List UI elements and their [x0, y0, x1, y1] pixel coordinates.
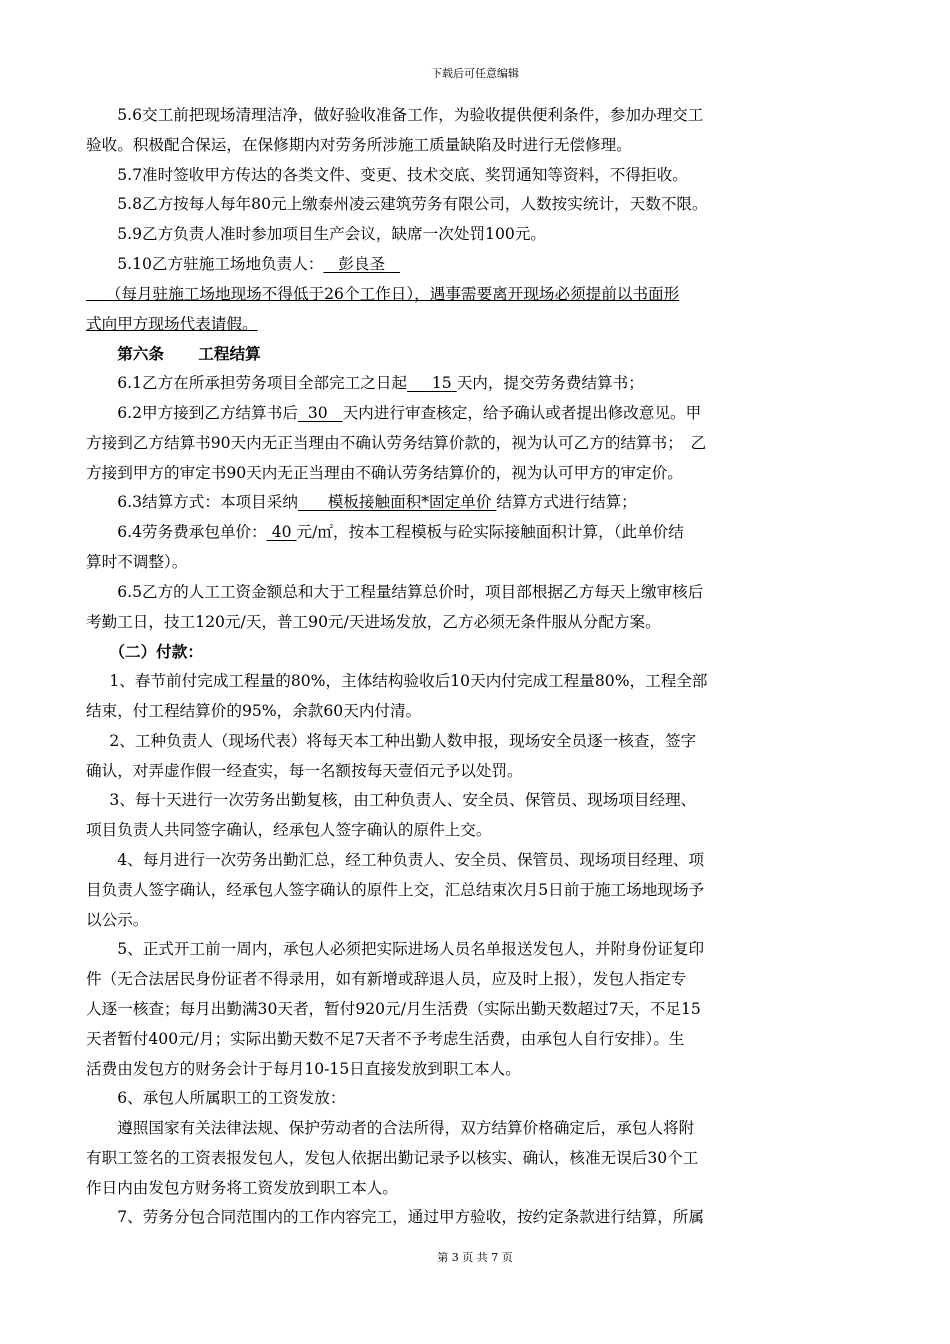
payment-7-line-1: 7、劳务分包合同范围内的工作内容完工，通过甲方验收，按约定条款进行结算，所属	[117, 1208, 705, 1227]
clause-5-10-note-text-1: （每月驻施工场地现场不得低于26个工作日），遇事需要离开现场必须提前以书面形	[105, 284, 680, 303]
clause-6-1-text-b: 天内，提交劳务费结算书；	[456, 374, 644, 393]
submission-days: 15	[431, 374, 452, 393]
clause-5-8: 5.8乙方按每人每年80元上缴泰州凌云建筑劳务有限公司，人数按实统计，天数不限。	[117, 195, 708, 214]
clause-5-10	[86, 250, 864, 280]
clause-6-2-line-1	[86, 399, 864, 429]
page-footer: 第 3 页 共 7 页	[437, 1251, 513, 1264]
payment-heading: （二）付款：	[109, 642, 203, 662]
clause-6-5-line-2: 考勤工日，技工120元/天，普工90元/天进场发放，乙方必须无条件服从分配方案。	[86, 612, 661, 631]
unit-price-blank	[267, 518, 297, 548]
payment-5-line-2: 件（无合法居民身份证者不得录用，如有新增或辞退人员，应及时上报），发包人指定专	[86, 970, 687, 989]
unit-price: 40	[271, 523, 292, 542]
clause-5-10-note-text-2: 式向甲方现场代表请假。	[86, 314, 258, 333]
payment-4-line-3: 以公示。	[86, 910, 149, 929]
clause-6-3	[86, 488, 864, 518]
payment-5-line-1: 5、正式开工前一周内，承包人必须把实际进场人员名单报送发包人，并附身份证复印	[117, 940, 705, 959]
review-days-blank	[298, 399, 343, 429]
clause-6-4-text-b: 元/㎡，按本工程模板与砼实际接触面积计算，（此单价结	[296, 523, 684, 542]
clause-5-7: 5.7准时签收甲方传达的各类文件、变更、技术交底、奖罚通知等资料，不得拒收。	[117, 165, 688, 184]
clause-6-1-text-a: 6.1乙方在所承担劳务项目全部完工之日起	[117, 374, 408, 393]
clause-5-6-line-2: 验收。积极配合保运，在保修期内对劳务所涉施工质量缺陷及时进行无偿修理。	[86, 135, 632, 154]
clause-6-2-line-3: 方接到甲方的审定书90天内无正当理由不确认劳务结算价的，视为认可甲方的审定价。	[86, 463, 683, 482]
clause-6-3-text-a: 6.3结算方式：本项目采纳	[117, 493, 298, 512]
site-manager-name	[323, 250, 400, 280]
section-6-number: 第六条	[117, 344, 164, 364]
payment-2-line-2: 确认，对弄虚作假一经查实，每一名额按每天壹佰元予以处罚。	[86, 761, 523, 780]
clause-6-2-line-2: 方接到乙方结算书90天内无正当理由不确认劳务结算价款的，视为认可乙方的结算书； 乙	[86, 433, 707, 452]
payment-1-line-2: 结束，付工程结算价的95%，余款60天内付清。	[86, 701, 422, 720]
payment-5-line-3: 人逐一核查；每月出勤满30天者，暂付920元/月生活费（实际出勤天数超过7天，不足15	[86, 999, 701, 1018]
clause-6-1	[86, 369, 864, 399]
payment-5-line-4: 天者暂付400元/月；实际出勤天数不足7天者不予考虑生活费，由承包人自行安排）。生	[86, 1029, 685, 1048]
clause-6-4-line-2: 算时不调整）。	[86, 552, 188, 571]
payment-3-line-2: 项目负责人共同签字确认，经承包人签字确认的原件上交。	[86, 821, 492, 840]
payment-6-line-3: 有职工签名的工资表报发包人，发包人依据出勤记录予以核实、确认，核准无误后30个工	[86, 1148, 699, 1167]
document-body	[86, 101, 864, 1233]
payment-1-line-1: 1、春节前付完成工程量的80%，主体结构验收后10天内付完成工程量80%，工程全部	[109, 672, 708, 691]
section-6-heading	[86, 339, 864, 369]
clause-6-3-text-b: 结算方式进行结算；	[496, 493, 637, 512]
clause-6-4-line-1	[86, 518, 864, 548]
page-header: 下载后可任意编辑	[431, 67, 519, 80]
clause-6-4-text-a: 6.4劳务费承包单价：	[117, 523, 267, 542]
payment-4-line-2: 目负责人签字确认，经承包人签字确认的原件上交，汇总结束次月5日前于施工场地现场予	[86, 880, 705, 899]
submission-days-blank	[407, 369, 457, 399]
clause-6-5-line-1: 6.5乙方的人工工资金额总和大于工程量结算总价时，项目部根据乙方每天上缴审核后	[117, 582, 704, 601]
review-days: 30	[307, 403, 328, 422]
clause-5-9: 5.9乙方负责人准时参加项目生产会议，缺席一次处罚100元。	[117, 225, 547, 244]
payment-6-line-1: 6、承包人所属职工的工资发放：	[117, 1089, 346, 1108]
site-manager-name-text: 彭良圣	[338, 254, 386, 273]
payment-3-line-1: 3、每十天进行一次劳务出勤复核，由工种负责人、安全员、保管员、现场项目经理、	[109, 791, 697, 810]
payment-6-line-4: 作日内由发包方财务将工资发放到职工本人。	[86, 1178, 398, 1197]
settlement-method: 模板接触面积*固定单价	[327, 493, 492, 512]
section-6-title: 工程结算	[198, 344, 261, 364]
payment-2-line-1: 2、工种负责人（现场代表）将每天本工种出勤人数申报，现场安全员逐一核查，签字	[109, 731, 697, 750]
payment-4-line-1: 4、每月进行一次劳务出勤汇总，经工种负责人、安全员、保管员、现场项目经理、项	[117, 850, 705, 869]
settlement-method-blank	[298, 488, 496, 518]
clause-6-2-text-a: 6.2甲方接到乙方结算书后	[117, 403, 298, 422]
clause-5-6-line-1: 5.6交工前把现场清理洁净，做好验收准备工作，为验收提供便利条件，参加办理交工	[117, 106, 704, 124]
clause-5-10-note-line-2	[86, 310, 864, 340]
clause-5-10-label: 5.10乙方驻施工场地负责人：	[117, 254, 324, 273]
clause-6-2-text-b: 天内进行审查核定，给予确认或者提出修改意见。甲	[342, 403, 702, 422]
payment-6-line-2: 遵照国家有关法律法规、保护劳动者的合法所得，双方结算价格确定后，承包人将附	[117, 1119, 695, 1138]
payment-5-line-5: 活费由发包方的财务会计于每月10-15日直接发放到职工本人。	[86, 1059, 521, 1078]
clause-5-10-note-line-1	[86, 280, 864, 310]
